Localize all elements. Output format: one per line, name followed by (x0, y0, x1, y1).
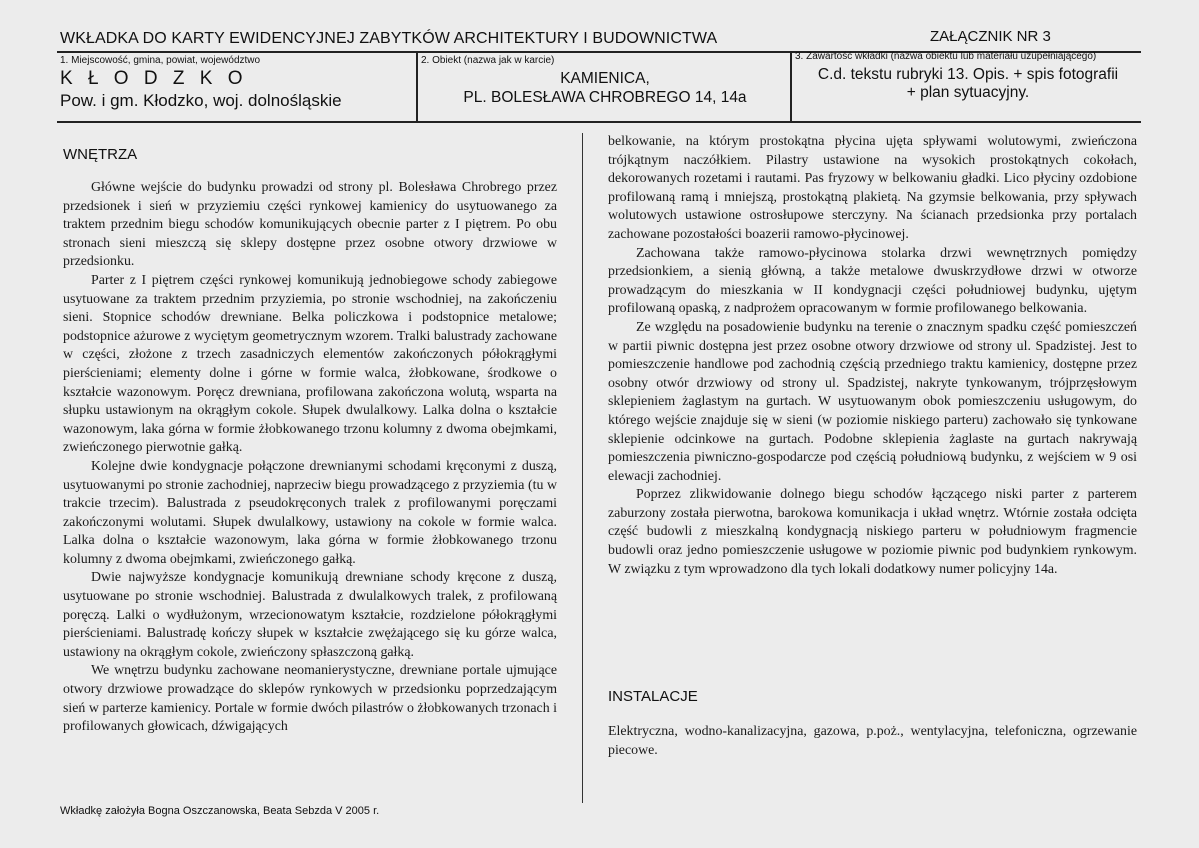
paragraph: Główne wejście do budynku prowadzi od strony pl. Bolesława Chrobrego przez przedsionek i sień w przyziemiu części rynkowej kamienicy do usytuowanego za traktem przednim biegu schodów komunikujących obecnie parter z I piętrem. Po obu stronach sieni mieszczą się sklepy dostępne przez osobne otwory drzwiowe w przedsionku. (63, 180, 557, 270)
object-address: PL. BOLESŁAWA CHROBREGO 14, 14a (463, 89, 747, 106)
content-label: 3. Zawartość wkładki (nazwa obiektu lub materiału uzupełniającego) (795, 51, 1097, 62)
paragraph: Zachowana także ramowo-płycinowa stolarka drzwi wewnętrznych pomiędzy przedsionkiem, a sienią główną, a także metalowe dwuskrzydłowe drzwi w otworze prowadzącym do mieszkania w II kondygnacji części południowej budynku, ujętym profilowaną opaską, z nadprożem opracowanym w formie profilowanego belkowania. (608, 245, 1137, 317)
annex-number: ZAŁĄCZNIK NR 3 (930, 28, 1051, 45)
paragraph: Ze względu na posadowienie budynku na terenie o znacznym spadku część pomieszczeń w partii piwnic dostępna jest przez osobne otwory drzwiowe od strony ul. Spadzistej. Jest to pomieszczenie handlowe pod zachodnią częścią przedniego traktu kamienicy, dostępne przez osobny otwór drzwiowy od strony ul. Spadzistej, nakryte tynkowanym, trójprzęsłowym sklepieniem żaglastym na gurtach. W usytuowanym obok pomieszczeniu usługowym, do którego wejście znajduje się w sieni (w poziomie niskiego parteru) zachowało się tynkowane sklepienie odcinkowe na gurtach. Podobne sklepienia żaglaste na gurtach nakrywają pomieszczenia piwniczno-gospodarcze pod częścią południową budynku, z wejściem w 9 osi elewacji zachodniej. (608, 319, 1137, 484)
paragraph: Poprzez zlikwidowanie dolnego biegu schodów łączącego niski parter z parterem zaburzony została pierwotna, barokowa komunikacja i układ wnętrz. Wtórnie została odcięta część budowli z mieszkalną kondygnacją niskiego parteru w południowym fragmencie budowli oraz jedno pomieszczenie usługowe w poziomie piwnic pod budynkiem rynkowym. W związku z tym wprowadzono dla tych lokali dodatkowy numer policyjny 14a. (608, 487, 1137, 577)
header-cell-divider (416, 51, 418, 122)
paragraph: We wnętrzu budynku zachowane neomanierystyczne, drewniane portale ujmujące otwory drzwiowe prowadzące do sklepów rynkowych w przedsionku poprzedzającym sień w parterze kamienicy. Portale w formie dwóch pilastrów o żłobkowanych trzonach i profilowanych głowicach, dźwigających (63, 663, 557, 735)
locality-label: 1. Miejscowość, gmina, powiat, województwo (60, 55, 261, 66)
paragraph-continuation: belkowanie, na którym prostokątna płycina ujęta spływami wolutowymi, zwieńczona trójkątnym naczółkiem. Pilastry ustawione na wysokich prostokątnych cokołach, dekorowanych rozetami i rautami. Pas fryzowy w belkowaniu gładki. Lico płyciny ozdobione profilowaną ramą i mniejszą, prostokątną plakietą. Na gzymsie belkowania, przy spływach wolutowych ustawione ostrosłupowe sterczyny. Na ścianach przedsionka przy portalach zachowane pozostałości boazerii ramowo-płycinowej. (608, 134, 1137, 242)
document-title: WKŁADKA DO KARTY EWIDENCYJNEJ ZABYTKÓW ARCHITEKTURY I BUDOWNICTWA (60, 30, 718, 47)
section-title-interiors: WNĘTRZA (63, 146, 138, 163)
paragraph: Parter z I piętrem części rynkowej komunikują jednobiegowe schody zabiegowe usytuowane za traktem przednim przyziemia, po stronie wschodniej, na zakończeniu sieni. Stopnice schodów drewniane. Belka policzkowa i podstopnice metalowe; podstopnice ażurowe z wyciętym geometrycznym wzorem. Tralki balustrady zachowane w części, złożone z trzech zasadniczych elementów zakończonych półokrągłymi pierścieniami; elementy dolne i górne w formie walca, żłobkowane, środkowe o kształcie wazonowym. Poręcz drewniana, profilowana zakończona wolutą, wsparta na słupku ustawionym na okrągłym cokole. Słupek dwulalkowy. Lalka dolna o kształcie wazonowym, laka górna w formie żłobkowanego trzonu kolumny z dwoma obejmkami, zwieńczonego pierwotnie gałką. (63, 272, 557, 456)
locality-county: Pow. i gm. Kłodzko, woj. dolnośląskie (60, 91, 342, 110)
content-line-2: + plan sytuacyjny. (906, 84, 1030, 101)
footer-note: Wkładkę założyła Bogna Oszczanowska, Beata Sebzda V 2005 r. (60, 805, 380, 817)
section-title-installations: INSTALACJE (608, 688, 698, 705)
left-text-column (63, 179, 557, 737)
installations-text: Elektryczna, wodno-kanalizacyjna, gazowa, p.poż., wentylacyjna, telefoniczna, ogrzewanie piecowe. (608, 724, 1137, 758)
right-text-column (608, 133, 1137, 579)
column-divider (582, 133, 583, 803)
object-label: 2. Obiekt (nazwa jak w karcie) (421, 55, 555, 66)
header-bottom-rule (57, 121, 1141, 123)
content-line-1: C.d. tekstu rubryki 13. Opis. + spis fotografii (817, 66, 1119, 83)
locality-town: K Ł O D Z K O (60, 68, 248, 89)
header-cell-divider (790, 51, 792, 122)
object-name: KAMIENICA, (560, 70, 650, 87)
paragraph: Dwie najwyższe kondygnacje komunikują drewniane schody kręcone z duszą, usytuowane po stronie wschodniej. Balustrada z dwulalkowych tralek, z profilowaną poręczą. Lalki o wydłużonym, wrzecionowatym kształcie, rozdzielone półokrągłymi pierścieniami. Balustradę kończy słupek w kształcie zwężającego się ku górze walca, ustawiony na okrągłym cokole, zwieńczony spłaszczoną gałką. (63, 570, 557, 660)
paragraph: Kolejne dwie kondygnacje połączone drewnianymi schodami kręconymi z duszą, usytuowanymi po stronie zachodniej, naprzeciw biegu prowadzącego z przyziemia (tu w trakcie trzecim). Balustrada z pseudokręconych tralek z profilowanymi poręczami zakończonymi wolutami. Słupek dwulalkowy, ustawiony na cokole w formie walca. Lalka dolna o kształcie wazonowym, laka górna w formie żłobkowanego trzonu kolumny z dwoma obejmkami, zwieńczonego gałką. (63, 458, 557, 567)
